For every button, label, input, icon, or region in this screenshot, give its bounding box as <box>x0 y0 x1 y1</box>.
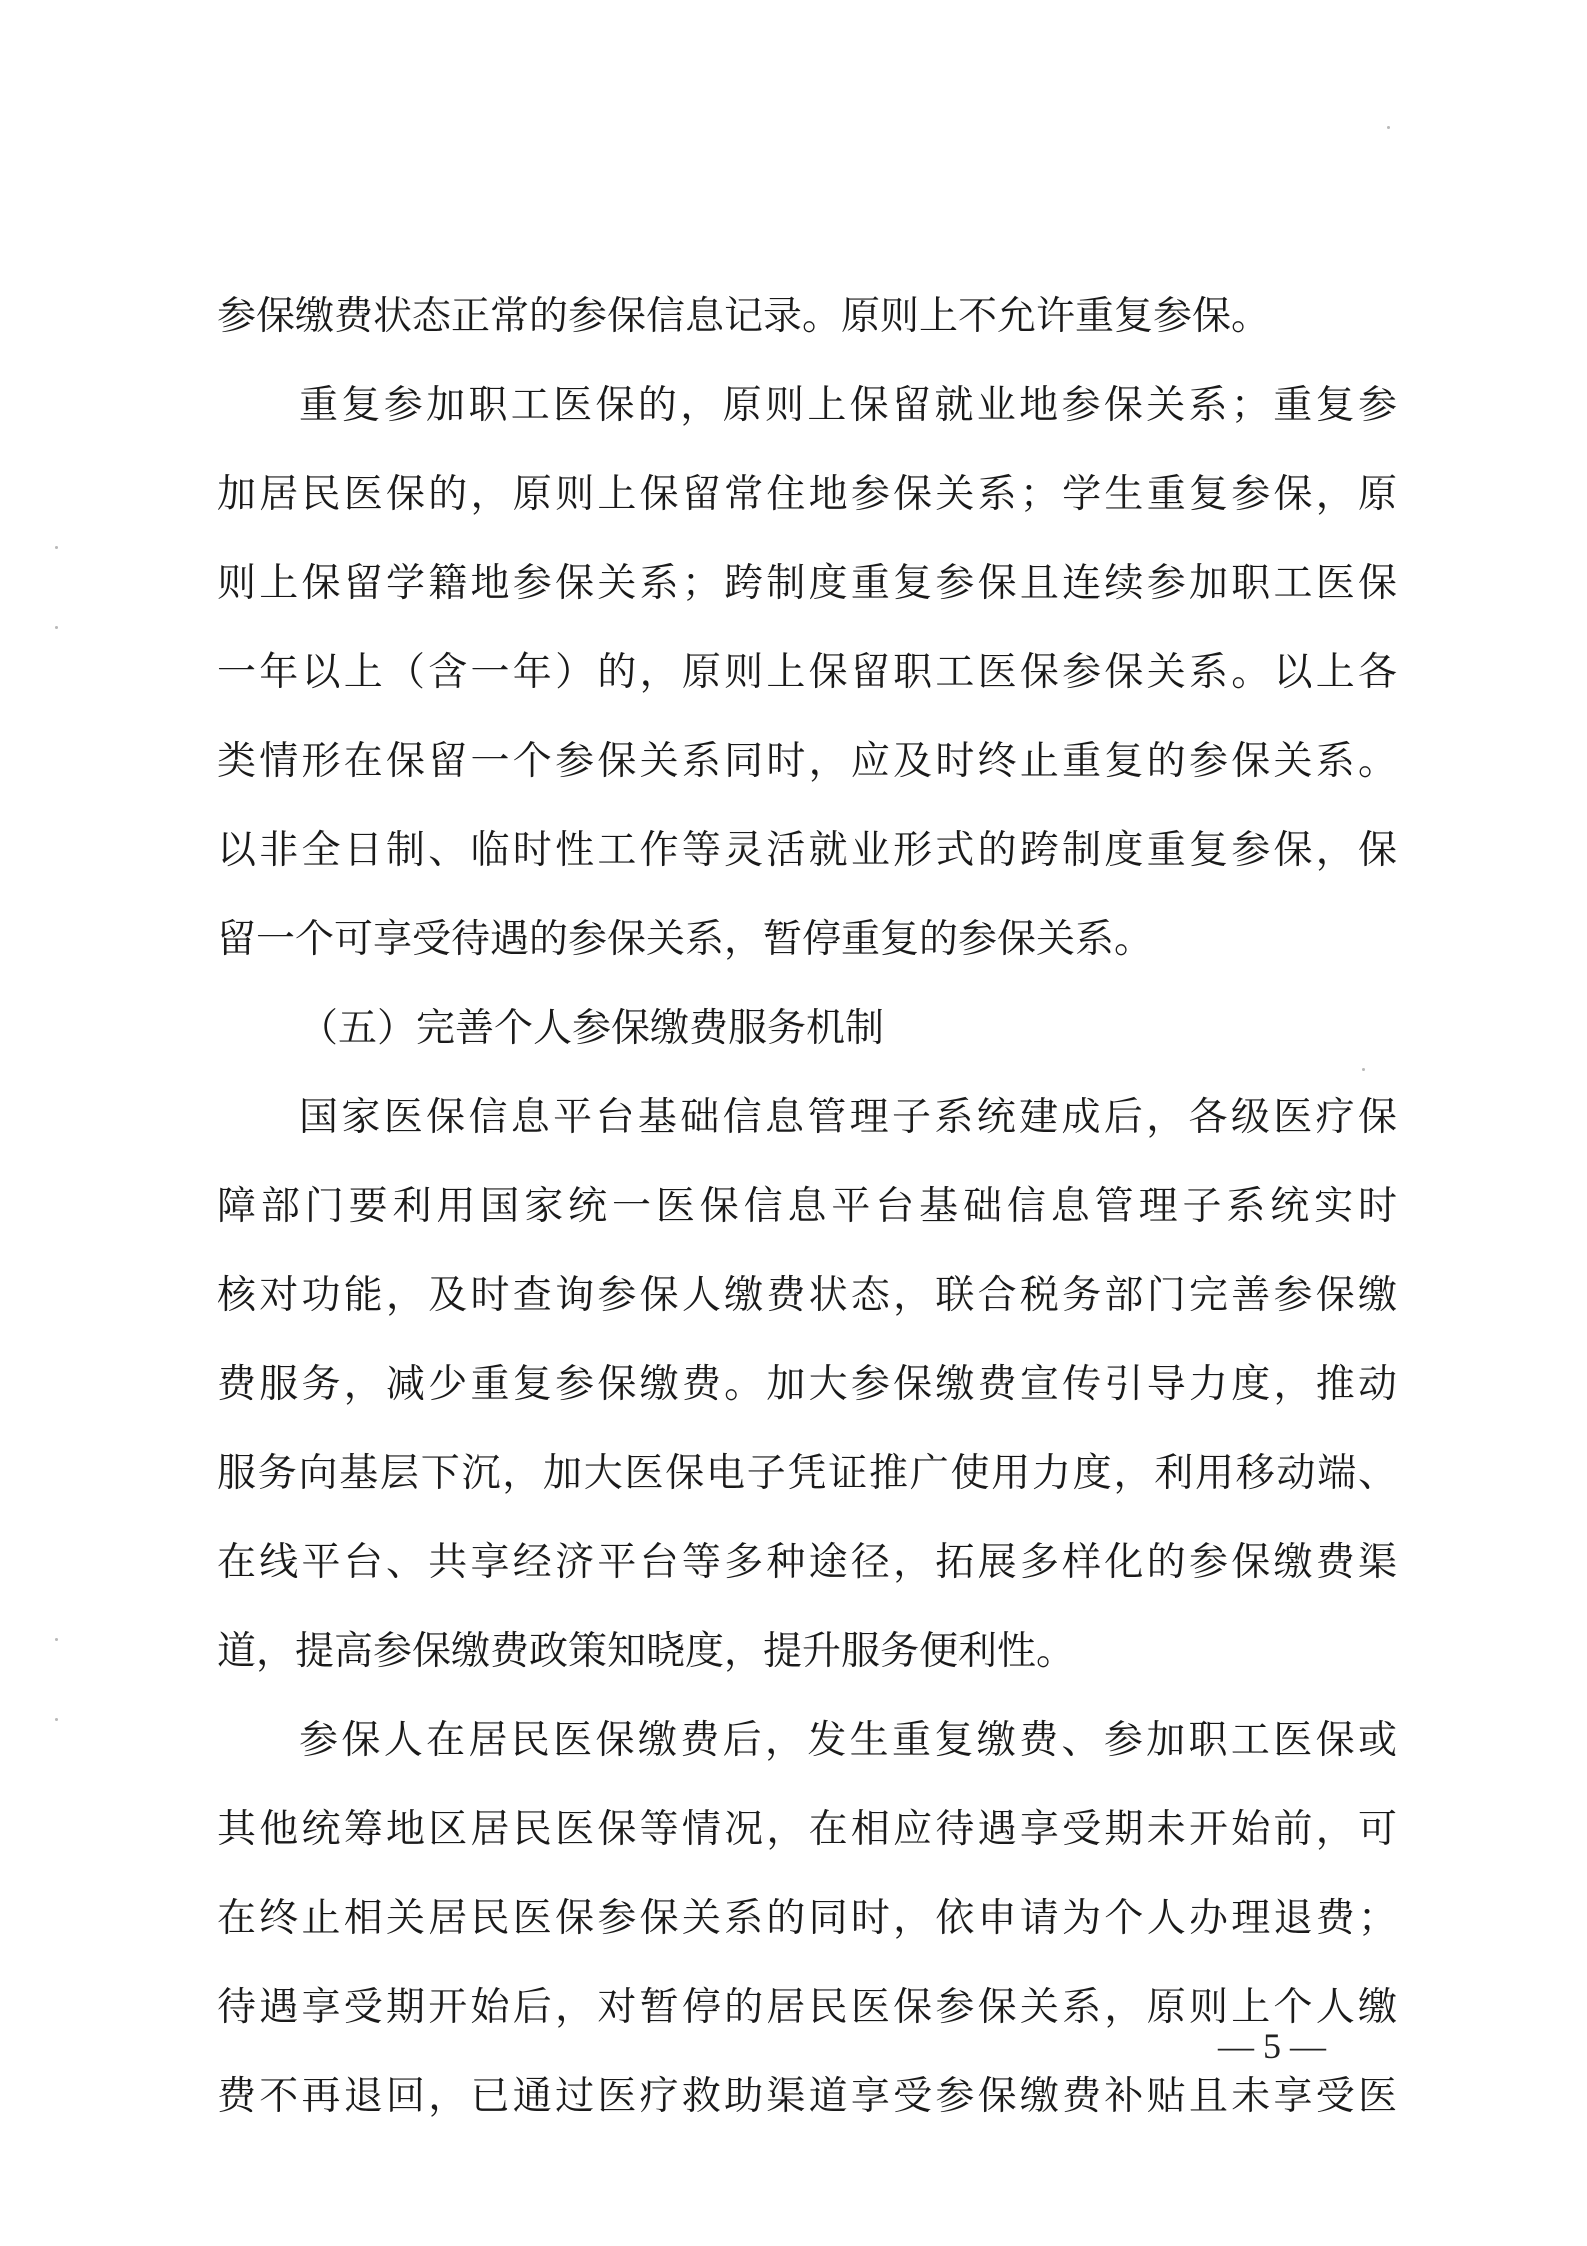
text-line: 加居民医保的，原则上保留常住地参保关系；学生重复参保，原 <box>217 472 1397 517</box>
text-line: 类情形在保留一个参保关系同时，应及时终止重复的参保关系。 <box>217 739 1397 784</box>
text-line: 参保缴费状态正常的参保信息记录。原则上不允许重复参保。 <box>217 294 1271 339</box>
text-line: 在终止相关居民医保参保关系的同时，依申请为个人办理退费； <box>217 1896 1397 1941</box>
text-line: 留一个可享受待遇的参保关系，暂停重复的参保关系。 <box>217 917 1154 962</box>
scan-speck <box>55 626 58 629</box>
text-line: 重复参加职工医保的，原则上保留就业地参保关系；重复参 <box>299 383 1397 428</box>
text-line: 费服务，减少重复参保缴费。加大参保缴费宣传引导力度，推动 <box>217 1362 1397 1407</box>
text-line: 待遇享受期开始后，对暂停的居民医保参保关系，原则上个人缴 <box>217 1985 1397 2030</box>
text-line: （五）完善个人参保缴费服务机制 <box>299 1006 885 1051</box>
scan-speck <box>55 1718 58 1721</box>
text-line: 一年以上（含一年）的，原则上保留职工医保参保关系。以上各 <box>217 650 1397 695</box>
scan-speck <box>1362 1068 1365 1071</box>
paragraph <box>217 361 1397 984</box>
text-line: 以非全日制、临时性工作等灵活就业形式的跨制度重复参保，保 <box>217 828 1397 873</box>
text-line: 核对功能，及时查询参保人缴费状态，联合税务部门完善参保缴 <box>217 1273 1397 1318</box>
scan-speck <box>55 1638 58 1641</box>
scan-speck <box>1387 126 1390 129</box>
text-line: 障部门要利用国家统一医保信息平台基础信息管理子系统实时 <box>217 1184 1397 1229</box>
text-line: 在线平台、共享经济平台等多种途径，拓展多样化的参保缴费渠 <box>217 1540 1397 1585</box>
text-line: 费不再退回，已通过医疗救助渠道享受参保缴费补贴且未享受医 <box>217 2074 1397 2119</box>
document-body <box>217 272 1397 2141</box>
section-heading <box>217 984 1397 1073</box>
text-line: 国家医保信息平台基础信息管理子系统建成后，各级医疗保 <box>299 1095 1397 1140</box>
text-line: 参保人在居民医保缴费后，发生重复缴费、参加职工医保或 <box>299 1718 1397 1763</box>
page-number: — 5 — <box>1218 2026 1326 2066</box>
text-line: 服务向基层下沉，加大医保电子凭证推广使用力度，利用移动端、 <box>217 1451 1397 1496</box>
paragraph <box>217 1073 1397 1696</box>
text-line: 其他统筹地区居民医保等情况，在相应待遇享受期未开始前，可 <box>217 1807 1397 1852</box>
text-line: 道，提高参保缴费政策知晓度，提升服务便利性。 <box>217 1629 1076 1674</box>
text-line: 则上保留学籍地参保关系；跨制度重复参保且连续参加职工医保 <box>217 561 1397 606</box>
paragraph <box>217 1696 1397 2141</box>
scan-speck <box>55 546 58 549</box>
paragraph <box>217 272 1397 361</box>
